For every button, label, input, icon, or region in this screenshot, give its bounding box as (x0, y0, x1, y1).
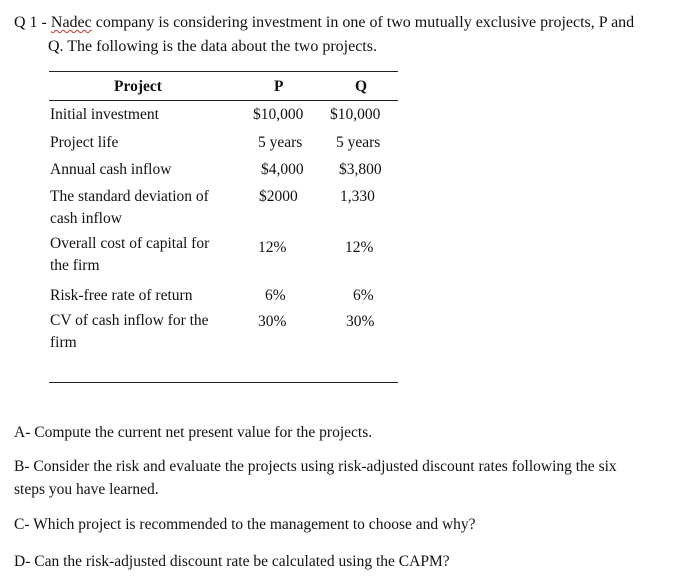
task-d: D- Can the risk-adjusted discount rate be calculated using the CAPM? (14, 553, 450, 570)
header-project: Project (114, 78, 162, 95)
table-header-rule (49, 100, 398, 101)
question-intro-line-1 (14, 13, 634, 33)
row-p-std-deviation: $2000 (259, 188, 298, 205)
row-q-std-deviation: 1,330 (340, 188, 375, 205)
row-q-initial-investment: $10,000 (330, 106, 381, 123)
table-bottom-rule (49, 382, 398, 383)
row-q-risk-free-rate: 6% (353, 287, 374, 304)
row-p-project-life: 5 years (258, 134, 303, 151)
header-p: P (274, 78, 284, 95)
row-p-cv-cash-inflow: 30% (258, 313, 287, 330)
question-intro-suffix: company is considering investment in one of two mutually exclusive projects, P and (91, 14, 635, 31)
row-label-std-deviation: The standard deviation of cash inflow (50, 188, 209, 227)
task-a: A- Compute the current net present value for the projects. (14, 424, 373, 441)
row-q-annual-cash-inflow: $3,800 (339, 161, 382, 178)
row-p-risk-free-rate: 6% (265, 287, 286, 304)
table-top-rule (49, 71, 398, 72)
header-q: Q (355, 78, 368, 95)
task-b-line-1: B- Consider the risk and evaluate the projects using risk-adjusted discount rates following the six (14, 458, 617, 475)
row-p-annual-cash-inflow: $4,000 (261, 161, 304, 178)
row-label-annual-cash-inflow: Annual cash inflow (50, 161, 172, 178)
row-q-cost-of-capital: 12% (345, 239, 374, 256)
company-name: Nadec (50, 14, 92, 31)
task-c: C- Which project is recommended to the management to choose and why? (14, 516, 476, 533)
row-label-cv-cash-inflow: CV of cash inflow for the firm (50, 312, 209, 351)
row-label-project-life: Project life (50, 134, 119, 151)
row-p-initial-investment: $10,000 (253, 106, 304, 123)
row-q-project-life: 5 years (336, 134, 381, 151)
row-q-cv-cash-inflow: 30% (346, 313, 375, 330)
question-prefix: Q 1 - (14, 14, 51, 31)
row-label-cost-of-capital: Overall cost of capital for the firm (50, 235, 210, 274)
row-p-cost-of-capital: 12% (258, 239, 287, 256)
task-b-line-2: steps you have learned. (14, 481, 159, 498)
row-label-initial-investment: Initial investment (50, 106, 159, 123)
question-intro-line-2: Q. The following is the data about the two projects. (48, 38, 377, 55)
row-label-risk-free-rate: Risk-free rate of return (50, 287, 193, 304)
